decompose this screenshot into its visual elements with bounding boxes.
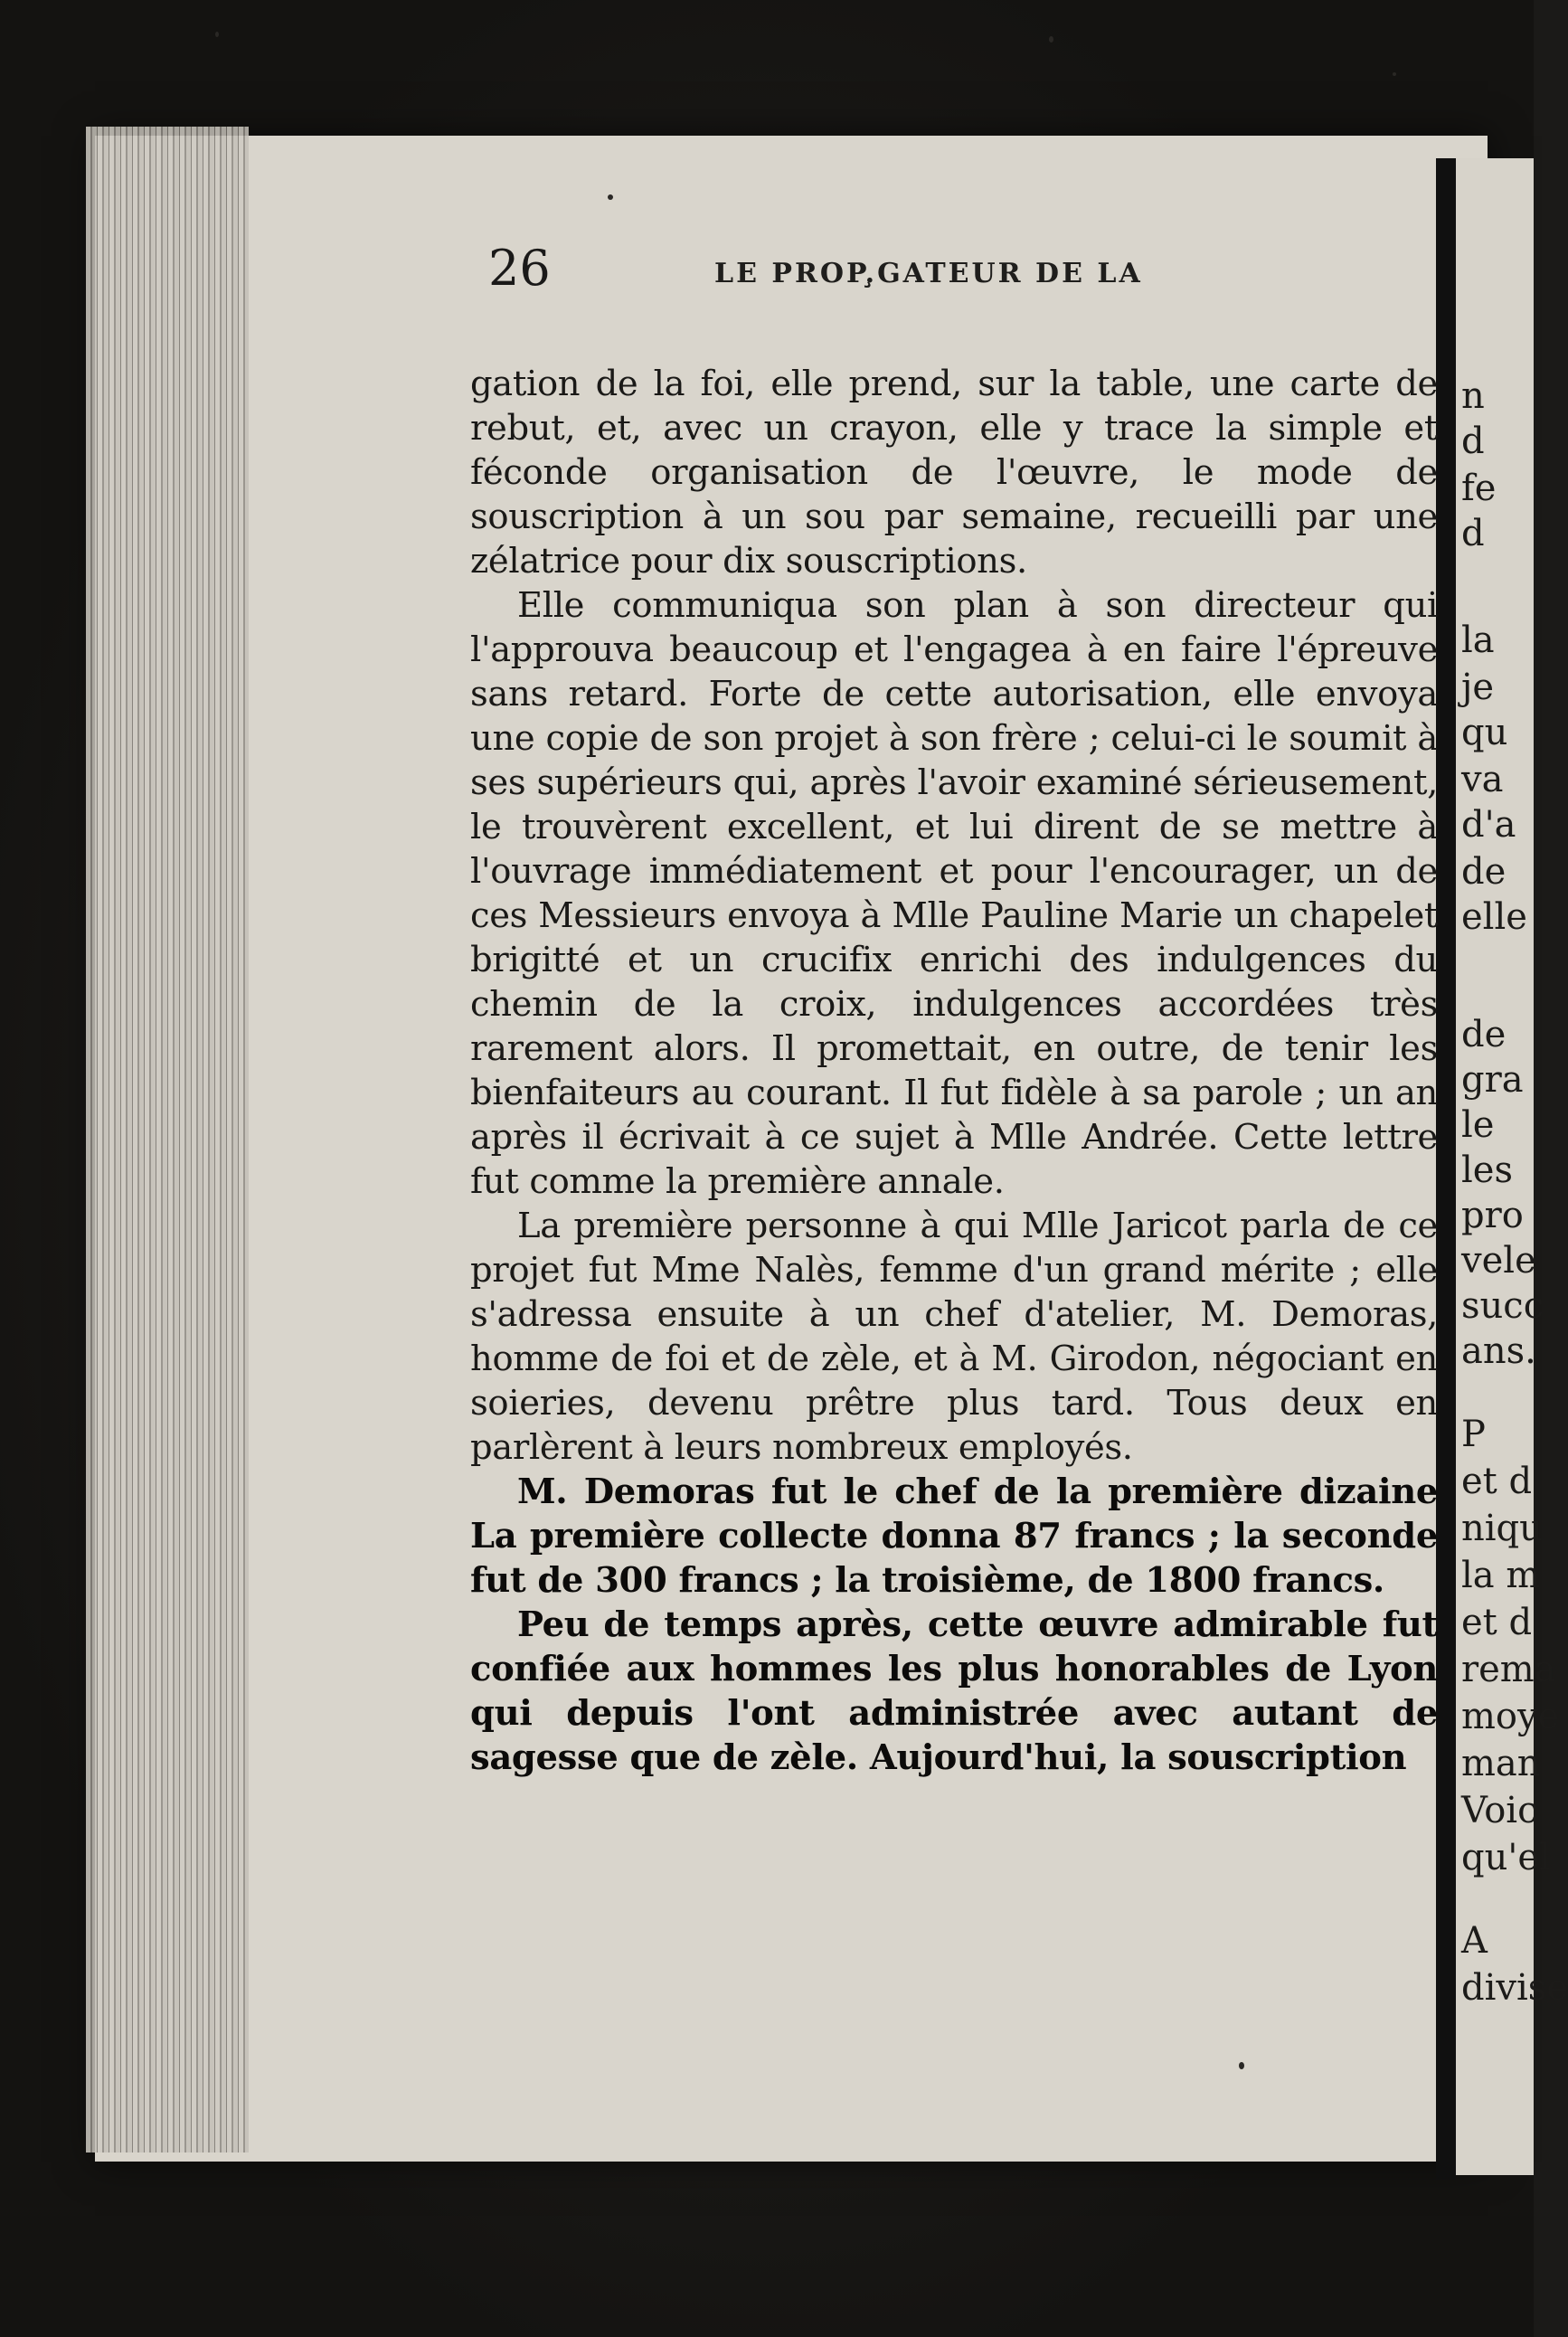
dust-speck xyxy=(1049,36,1053,43)
paragraph: Elle communiqua son plan à son directeur qui l'approuva beaucoup et l'engagea à en faire l'épreuve sans retard. Forte de cette autorisation, elle envoya une copie de son projet à son frère ; celui-ci le soumit à ses supérieurs qui, après l'avoir examiné sérieusement, le trouvèrent excellent, et lui dirent de se mettre à l'ouvrage immédiatement et pour l'encourager, un de ces Messieurs envoya à Mlle Pauline Marie un chapelet brigitté et un crucifix enrichi des indulgences du chemin de la croix, indulgences accordées très rarement alors. Il promettait, en outre, de tenir les bienfaiteurs au courant. Il fut fidèle à sa parole ; un an après il écrivait à ce sujet à Mlle Andrée. Cette lettre fut comme la première annale. xyxy=(470,585,1438,1202)
next-page-fragment: divise xyxy=(1461,1967,1568,2009)
next-page-fragment: le xyxy=(1461,1104,1495,1146)
running-head: LE PROP.̧GATEUR DE LA xyxy=(714,258,1143,289)
next-page-fragment: d'a xyxy=(1461,804,1516,846)
next-page-fragment: man xyxy=(1461,1743,1541,1784)
next-page-fragment: fe xyxy=(1461,468,1497,509)
next-page-fragment: qu'el xyxy=(1461,1837,1551,1878)
next-page-fragment: ans. xyxy=(1461,1330,1536,1372)
next-page-fragment: va xyxy=(1461,759,1504,800)
next-page-fragment: et d xyxy=(1461,1461,1533,1502)
dust-speck xyxy=(608,194,613,200)
next-page-fragment: la m xyxy=(1461,1555,1541,1596)
next-page-fragment: de xyxy=(1461,1014,1507,1055)
dust-speck xyxy=(1393,72,1396,76)
paragraph: La première personne à qui Mlle Jaricot parla de ce projet fut Mme Nalès, femme d'un grand mérite ; elle s'adressa ensuite à un chef d'atelier, M. Demoras, homme de foi et de zèle, et à M. Girodon, négociant en soieries, devenu prêtre plus tard. Tous deux en parlèrent à leurs nombreux employés. xyxy=(470,1206,1438,1468)
next-page-fragment: les xyxy=(1461,1150,1513,1191)
next-page-fragment: succ xyxy=(1461,1285,1544,1327)
next-page-fragment: pro xyxy=(1461,1195,1524,1236)
next-page-fragment: d xyxy=(1461,513,1485,554)
page-number: 26 xyxy=(488,240,551,297)
body-text xyxy=(470,362,1438,1780)
next-page-fragment: d xyxy=(1461,421,1485,462)
next-page-fragment: Voic xyxy=(1461,1790,1538,1831)
next-page-fragment: n xyxy=(1461,375,1485,417)
next-page-fragment: P xyxy=(1461,1414,1486,1455)
next-page-fragment: la xyxy=(1461,620,1495,661)
book-gutter xyxy=(1436,158,1456,2180)
page-edge-stack xyxy=(86,127,249,2152)
next-page-edge xyxy=(1456,158,1568,2175)
paragraph: M. Demoras fut le chef de la première dizaine La première collecte donna 87 francs ; la seconde fut de 300 francs ; la troisième, de 1800 francs. xyxy=(470,1471,1438,1601)
next-page-fragment: vele xyxy=(1461,1240,1536,1282)
paragraph: gation de la foi, elle prend, sur la table, une carte de rebut, et, avec un crayon, elle y trace la simple et féconde organisation de l'œuvre, le mode de souscription à un sou par semaine, recueilli par une zélatrice pour dix souscriptions. xyxy=(470,364,1438,582)
next-page-fragment: et d xyxy=(1461,1602,1533,1643)
next-page-fragment: niqu xyxy=(1461,1508,1543,1549)
next-page-fragment: rema xyxy=(1461,1649,1556,1690)
next-page-fragment: elle xyxy=(1461,896,1527,938)
next-page-fragment: gra xyxy=(1461,1059,1524,1101)
dust-speck xyxy=(215,32,219,37)
next-page-fragment: je xyxy=(1461,667,1495,708)
paragraph: Peu de temps après, cette œuvre admirable fut confiée aux hommes les plus honorables de Lyon qui depuis l'ont administrée avec autant de sagesse que de zèle. Aujourd'hui, la souscription xyxy=(470,1604,1438,1778)
next-page-fragment: de xyxy=(1461,851,1507,893)
next-page-fragment: A xyxy=(1461,1920,1488,1962)
next-page-fragment: moye xyxy=(1461,1696,1560,1737)
dust-speck xyxy=(1239,2062,1244,2069)
next-page-fragment: qu xyxy=(1461,712,1508,753)
